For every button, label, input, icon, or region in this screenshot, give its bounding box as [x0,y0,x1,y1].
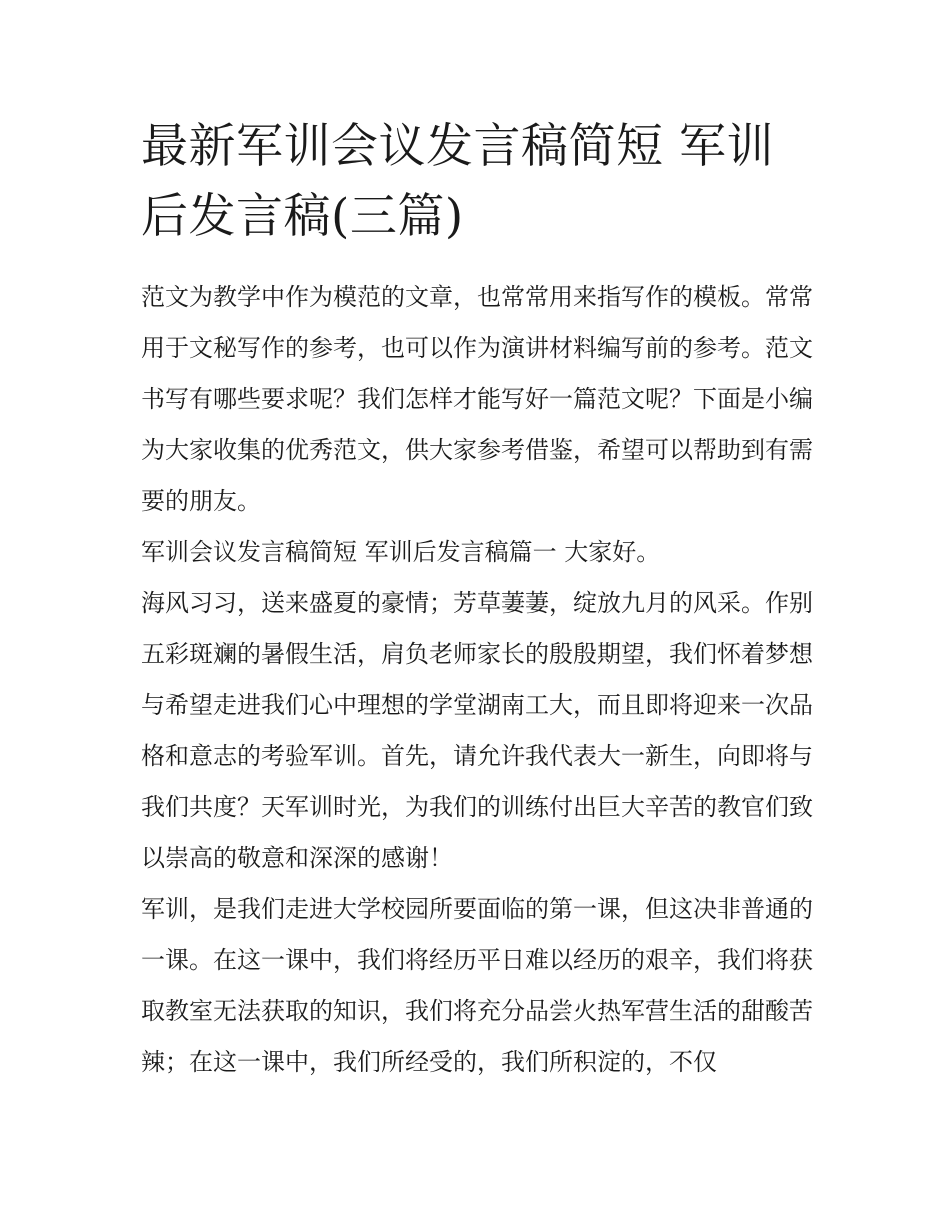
paragraph-military-training: 军训，是我们走进大学校园所要面临的第一课，但这决非普通的一课。在这一课中，我们将经历平日难以经历的艰辛，我们将获取教室无法获取的知识，我们将充分品尝火热军营生活的甜酸苦辣；在这一课中，我们所经受的，我们所积淀的，不仅 [141,895,813,1076]
paragraph-greeting: 海风习习，送来盛夏的豪情；芳草萋萋，绽放九月的风采。作别五彩斑斓的暑假生活，肩负老师家长的殷殷期望，我们怀着梦想与希望走进我们心中理想的学堂湖南工大，而且即将迎来一次品格和意志的考验军训。首先，请允许我代表大一新生，向即将与我们共度？天军训时光，为我们的训练付出巨大辛苦的教官们致以崇高的敬意和深深的感谢！ [141,589,813,872]
document-page [141,112,813,1088]
document-title: 最新军训会议发言稿简短 军训后发言稿(三篇) [141,119,774,244]
paragraph-intro: 范文为教学中作为模范的文章，也常常用来指写作的模板。常常用于文秘写作的参考，也可以作为演讲材料编写前的参考。范文书写有哪些要求呢？我们怎样才能写好一篇范文呢？下面是小编为大家收集的优秀范文，供大家参考借鉴，希望可以帮助到有需要的朋友。 [141,283,813,515]
document-body [141,272,813,1088]
paragraph-section-heading: 军训会议发言稿简短 军训后发言稿篇一 大家好。 [141,538,661,566]
